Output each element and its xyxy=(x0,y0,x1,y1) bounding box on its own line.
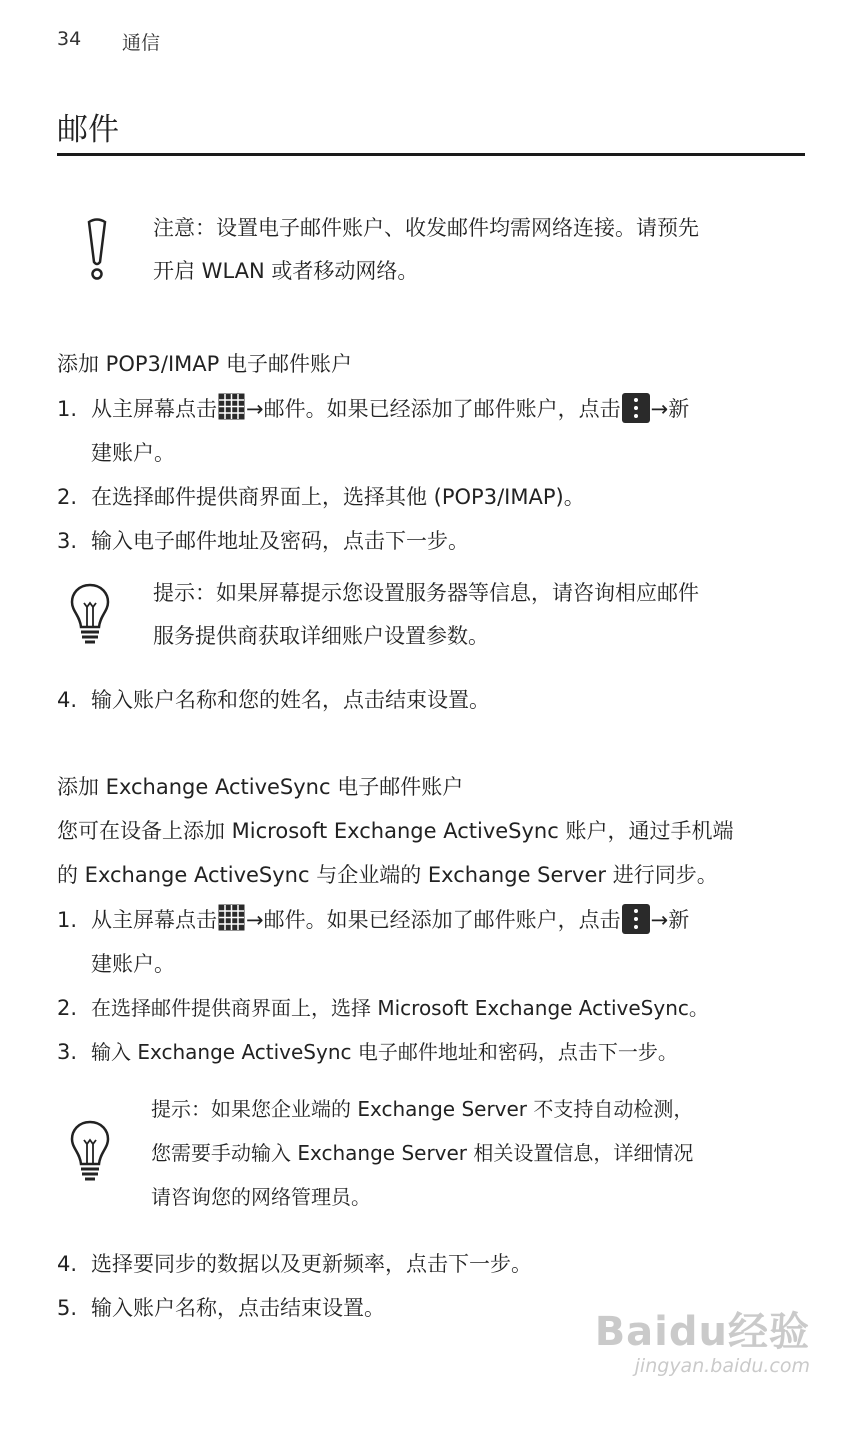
step-number: 4. xyxy=(57,1252,78,1276)
tip-line-2: 您需要手动输入 Exchange Server 相关设置信息，详细情况 xyxy=(151,1141,694,1165)
watermark-logo: Baidu经验 xyxy=(594,1309,810,1355)
exchange-intro-2: 的 Exchange ActiveSync 与企业端的 Exchange Server 进行同步。 xyxy=(57,863,718,887)
pop-tip xyxy=(153,572,699,658)
step-number: 2. xyxy=(57,485,78,509)
exchange-intro-1: 您可在设备上添加 Microsoft Exchange ActiveSync 账户，通过手机端 xyxy=(57,819,734,843)
step-text: 输入账户名称和您的姓名，点击结束设置。 xyxy=(91,688,490,712)
tip-line-1: 提示：如果屏幕提示您设置服务器等信息，请咨询相应邮件 xyxy=(153,581,699,605)
page-title: 邮件 xyxy=(57,112,119,148)
step-text: →邮件。如果已经添加了邮件账户，点击 xyxy=(246,908,621,932)
caution-line-2: 开启 WLAN 或者移动网络。 xyxy=(153,259,419,283)
section-name: 通信 xyxy=(122,32,161,54)
step-text: 在选择邮件提供商界面上，选择 Microsoft Exchange ActiveSync。 xyxy=(91,996,709,1020)
step-number: 4. xyxy=(57,688,78,712)
step-number: 3. xyxy=(57,529,78,553)
exchange-tip xyxy=(151,1087,693,1219)
step-text: 输入账户名称，点击结束设置。 xyxy=(91,1296,385,1320)
step-number: 2. xyxy=(57,996,78,1020)
exclamation-icon xyxy=(84,218,110,284)
step-text: →邮件。如果已经添加了邮件账户，点击 xyxy=(246,397,621,421)
apps-grid-icon xyxy=(218,904,245,931)
caution-note xyxy=(153,207,699,293)
step-text: 从主屏幕点击 xyxy=(91,397,217,421)
lightbulb-icon xyxy=(70,1120,110,1184)
baidu-watermark xyxy=(595,1300,810,1377)
title-divider xyxy=(57,153,805,156)
step-number: 1. xyxy=(57,908,78,932)
exchange-heading: 添加 Exchange ActiveSync 电子邮件账户 xyxy=(57,775,464,799)
pop-step-1-cont: 建账户。 xyxy=(91,441,175,465)
page-number: 34 xyxy=(57,28,82,50)
step-number: 5. xyxy=(57,1296,78,1320)
tip-line-1: 提示：如果您企业端的 Exchange Server 不支持自动检测， xyxy=(151,1097,694,1121)
tip-line-2: 服务提供商获取详细账户设置参数。 xyxy=(153,624,489,648)
step-number: 3. xyxy=(57,1040,78,1064)
step-text: 选择要同步的数据以及更新频率，点击下一步。 xyxy=(91,1252,532,1276)
menu-icon xyxy=(622,904,650,934)
apps-grid-icon xyxy=(218,393,245,420)
pop-heading: 添加 POP3/IMAP 电子邮件账户 xyxy=(57,352,352,376)
step-text: 在选择邮件提供商界面上，选择其他 (POP3/IMAP)。 xyxy=(91,485,585,509)
step-text: →新 xyxy=(650,908,690,932)
lightbulb-icon xyxy=(70,583,110,647)
menu-icon xyxy=(622,393,650,423)
caution-line-1: 注意：设置电子邮件账户、收发邮件均需网络连接。请预先 xyxy=(153,216,699,240)
step-text: 从主屏幕点击 xyxy=(91,908,217,932)
step-text: 输入电子邮件地址及密码，点击下一步。 xyxy=(91,529,469,553)
tip-line-3: 请咨询您的网络管理员。 xyxy=(151,1185,371,1209)
exchange-step-1-cont: 建账户。 xyxy=(91,952,175,976)
watermark-url: jingyan.baidu.com xyxy=(634,1355,810,1377)
step-text: →新 xyxy=(650,397,690,421)
step-text: 输入 Exchange ActiveSync 电子邮件地址和密码，点击下一步。 xyxy=(91,1040,678,1064)
step-number: 1. xyxy=(57,397,78,421)
